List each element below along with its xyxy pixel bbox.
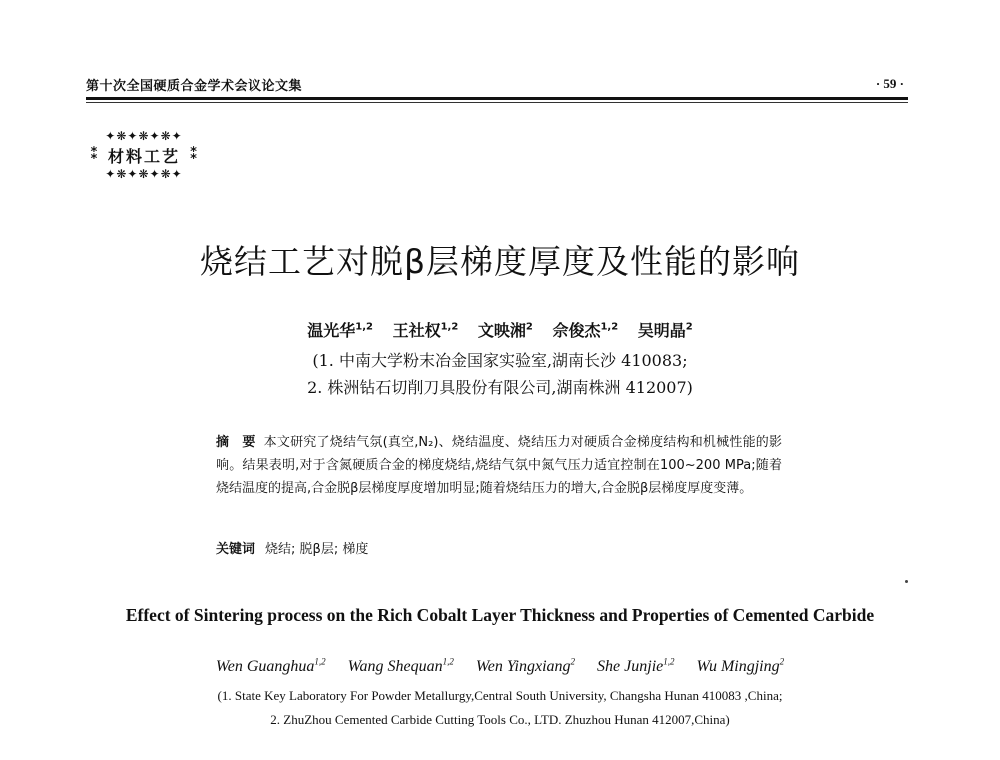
running-header-journal: 第十次全国硬质合金学术会议论文集 [86,79,303,94]
author-en: Wen Guanghua$^{1,2}$ [215,657,326,676]
author-en: She Junjie$^{1,2}$ [597,657,675,676]
abstract [216,431,782,500]
badge-ornament-bottom: ✦❋✦❋✦❋✦ [105,167,183,181]
affiliation-en-2: 2. ZhuZhou Cemented Carbide Cutting Tools Co., LTD. Zhuzhou Hunan 412007,China) [270,712,730,727]
section-badge [86,130,202,182]
abstract-label: 摘 要 [216,435,256,450]
header-rule-thin [86,102,908,103]
keywords-label: 关键词 [216,542,256,557]
section-label: 材料工艺 [107,147,180,166]
affiliation-en-1: (1. State Key Laboratory For Powder Metallurgy,Central South University, Changsha Hunan 410083 ,China; [217,688,783,703]
badge-ornament-top: ✦❋✦❋✦❋✦ [105,129,183,143]
author-en: Wu Mingjing$^2$ [696,657,785,676]
page-number: · 59 · [875,76,904,91]
keywords [216,538,368,557]
author-en: Wang Shequan$^{1,2}$ [347,657,454,676]
affiliation-cn-1: (1. 中南大学粉末冶金国家实验室,湖南长沙 410083; [312,351,688,370]
badge-ornament-left: ⁑ [90,144,99,163]
abstract-text: 本文研究了烧结气氛(真空,N₂)、烧结温度、烧结压力对硬质合金梯度结构和机械性能的影响。结果表明,对于含氮硬质合金的梯度烧结,烧结气氛中氮气压力适宜控制在100~200 MPa;随着烧结温度的提高,合金脱β层梯度厚度增加明显;随着烧结压力的增大,合金脱β层梯度厚度变薄。 [216,435,782,496]
paper-title-en: Effect of Sintering process on the Rich Cobalt Layer Thickness and Properties of Cemented Carbide [125,605,875,625]
author-cn: 温光华$^{1,2}$ [307,321,373,340]
paper-title: 烧结工艺对脱β层梯度厚度及性能的影响 [199,242,801,281]
author-cn: 文映湘$^2$ [477,321,533,340]
affiliation-cn-2: 2. 株洲钻石切削刀具股份有限公司,湖南株洲 412007) [307,378,693,397]
authors-en [0,657,1000,676]
author-cn: 王社权$^{1,2}$ [392,321,459,340]
header-rule [86,97,908,100]
margin-mark [905,580,908,583]
badge-ornament-right: ⁑ [189,144,198,163]
author-cn: 佘俊杰$^{1,2}$ [552,321,619,340]
authors-cn [0,318,1000,341]
keywords-text: 烧结; 脱β层; 梯度 [265,542,369,557]
author-cn: 吴明晶$^2$ [637,321,693,340]
author-en: Wen Yingxiang$^2$ [475,657,576,676]
